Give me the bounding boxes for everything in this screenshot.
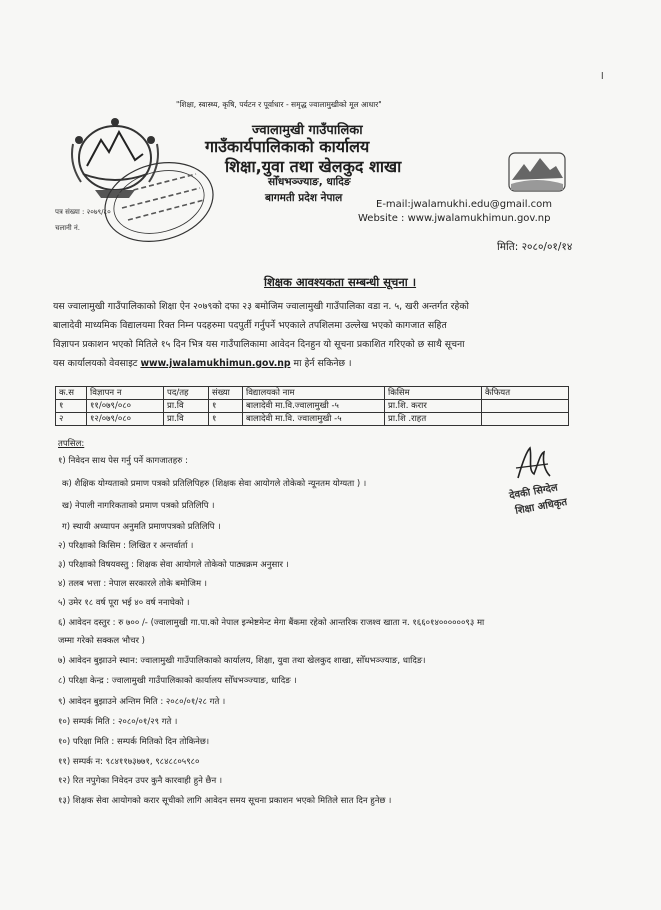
office-stamp xyxy=(100,160,218,244)
table-cell: १ xyxy=(209,400,243,413)
table-row xyxy=(56,413,569,426)
handwritten-signature xyxy=(512,444,554,484)
vacancy-table xyxy=(55,386,569,426)
table-cell: १ xyxy=(209,413,243,426)
col-header: किसिम xyxy=(385,387,482,400)
table-cell xyxy=(482,413,569,426)
table-cell: १ xyxy=(56,400,87,413)
list-item: ८) परिक्षा केन्द्र : ज्वालामुखी गाउँपालिकाको कार्यालय सोँधभञ्ज्याङ, धादिङ । xyxy=(58,676,297,686)
table-cell: ११/०७९/०८० xyxy=(87,400,164,413)
list-item: ग) स्थायी अध्यापन अनुमति प्रमाणपत्रको प्रतिलिपि । xyxy=(62,522,221,532)
table-cell: २ xyxy=(56,413,87,426)
mountain-landscape-logo xyxy=(508,152,566,192)
list-item: ख) नेपाली नागरिकताको प्रमाण पत्रको प्रतिलिपि । xyxy=(62,501,215,511)
table-cell xyxy=(482,400,569,413)
list-item: ७) आवेदन बुझाउने स्थान: ज्वालामुखी गाउँपालिकाको कार्यालय, शिक्षा, युवा तथा खेलकुद शाखा, सोँधभञ्ज्याङ, धादिङ। xyxy=(58,656,426,666)
col-header: विद्यालयको नाम xyxy=(243,387,385,400)
notice-date: मिति: २०८०/०१/१४ xyxy=(497,241,573,253)
municipality-name: ज्वालामुखी गाउँपालिका xyxy=(252,123,363,138)
intro-line-4 xyxy=(53,354,608,373)
dispatch-number: चलानी नं. xyxy=(55,224,81,232)
intro-website-prefix: यस कार्यालयको वेवसाइट xyxy=(53,358,138,369)
list-item: ९) आवेदन बुझाउने अन्तिम मिति : २०८०/०१/२८ गते । xyxy=(58,697,226,707)
list-item: १०) परिक्षा मिति : सम्पर्क मितिको दिन तोकिनेछ। xyxy=(58,737,210,747)
list-item: क) शैक्षिक योग्यताको प्रमाण पत्रको प्रतिलिपिहरु (शिक्षक सेवा आयोगले तोकेको न्यूनतम योग्यता ) । xyxy=(62,479,367,489)
signatory-name: देवकी सिग्देल xyxy=(508,482,559,502)
website-address: Website : www.jwalamukhimun.gov.np xyxy=(358,213,551,224)
list-item: ४) तलब भत्ता : नेपाल सरकारले तोके बमोजिम । xyxy=(58,579,207,589)
intro-line-1: यस ज्वालामुखी गाउँपालिकाको शिक्षा ऐन २०७९को दफा २३ बमोजिम ज्वालामुखी गाउँपालिका वडा न. ५, खरी अन्तर्गत रहेको xyxy=(53,301,469,312)
intro-website-link[interactable]: www.jwalamukhimun.gov.np xyxy=(140,358,291,369)
tapasil-label: तपसिल: xyxy=(58,439,85,449)
table-cell: प्रा.वि xyxy=(164,400,209,413)
table-cell: प्रा.शि. करार xyxy=(385,400,482,413)
intro-line-3: विज्ञापन प्रकाशन भएको मितिले १५ दिन भित्र यस गाउँपालिकामा आवेदन दिनहुन यो सूचना प्रकाशित गरिएको छ साथै सूचना xyxy=(53,339,465,350)
branch-name: शिक्षा,युवा तथा खेलकुद शाखा xyxy=(225,157,402,176)
email-address: E-mail:jwalamukhi.edu@gmail.com xyxy=(376,199,553,210)
table-row xyxy=(56,400,569,413)
table-cell: प्रा.वि xyxy=(164,413,209,426)
table-cell: बालादेवी मा.वि. ज्वालामुखी -५ xyxy=(243,413,385,426)
col-header: क.स xyxy=(56,387,87,400)
col-header: विज्ञापन न xyxy=(87,387,164,400)
list-item: १०) सम्पर्क मिति : २०८०/०१/२९ गते । xyxy=(58,717,178,727)
col-header: पद/तह xyxy=(164,387,209,400)
list-item: ३) परिक्षाको विषयवस्तु : शिक्षक सेवा आयोगले तोकेको पाठ्यक्रम अनुसार । xyxy=(58,560,289,570)
list-item: १२) रित नपुगेका निवेदन उपर कुनै कारवाही हुने छैन । xyxy=(58,776,223,786)
letter-number: पत्र संख्या : २०७९/८० xyxy=(55,208,111,216)
intro-line-2: बालादेवी माध्यमिक विद्यालयमा रिक्त निम्न पदहरुमा पदपुर्ती गर्नुपर्ने भएकाले तपशिलमा उल्लेख भएको कागजात सहित xyxy=(53,320,447,331)
motto: "शिक्षा, स्वास्थ्य, कृषि, पर्यटन र पूर्वाधार - समृद्ध ज्वालामुखीको मूल आधार" xyxy=(176,100,382,109)
col-header: कैफियत xyxy=(482,387,569,400)
corner-mark: l xyxy=(601,72,604,82)
list-item: २) परिक्षाको किसिम : लिखित र अन्तर्वार्ता । xyxy=(58,541,194,551)
notice-title: शिक्षक आवश्यकता सम्बन्धी सूचना । xyxy=(264,275,417,289)
col-header: संख्या xyxy=(209,387,243,400)
office-address: सोँधभञ्ज्याङ, धादिङ xyxy=(268,176,351,188)
list-item: ६) आवेदन दस्तुर : रु ७०० /- (ज्वालामुखी गा.पा.को नेपाल इन्भेष्टमेन्ट मेगा बैंकमा रहेको आन्तरिक राजश्व खाता न. १६६०१४००००००९३ मा xyxy=(58,618,485,628)
signatory-title: शिक्षा अधिकृत xyxy=(514,496,569,517)
office-name: गाउँकार्यपालिकाको कार्यालय xyxy=(205,137,370,156)
list-item: ५) उमेर १८ वर्ष पूरा भई ४० वर्ष ननाघेको । xyxy=(58,598,190,608)
list-item: १) निवेदन साथ पेस गर्नु पर्ने कागजातहरु : xyxy=(58,456,188,466)
table-cell: बालादेवी मा.वि.ज्वालामुखी -५ xyxy=(243,400,385,413)
list-item: १३) शिक्षक सेवा आयोगको करार सूचीको लागि आवेदन समय सूचना प्रकाशन भएको मितिले सात दिन हुनेछ । xyxy=(58,796,392,806)
table-cell: १२/०७९/०८० xyxy=(87,413,164,426)
list-item: ११) सम्पर्क न: ९८४११७३७७१, ९८४८८०५९८० xyxy=(58,757,200,767)
table-cell: प्रा.शि .राहत xyxy=(385,413,482,426)
intro-website-suffix: मा हेर्न सकिनेछ । xyxy=(293,358,352,369)
province-name: बागमती प्रदेश नेपाल xyxy=(265,192,343,204)
table-header-row xyxy=(56,387,569,400)
list-item: जम्मा गरेको सक्कल भौचर ) xyxy=(58,636,145,646)
